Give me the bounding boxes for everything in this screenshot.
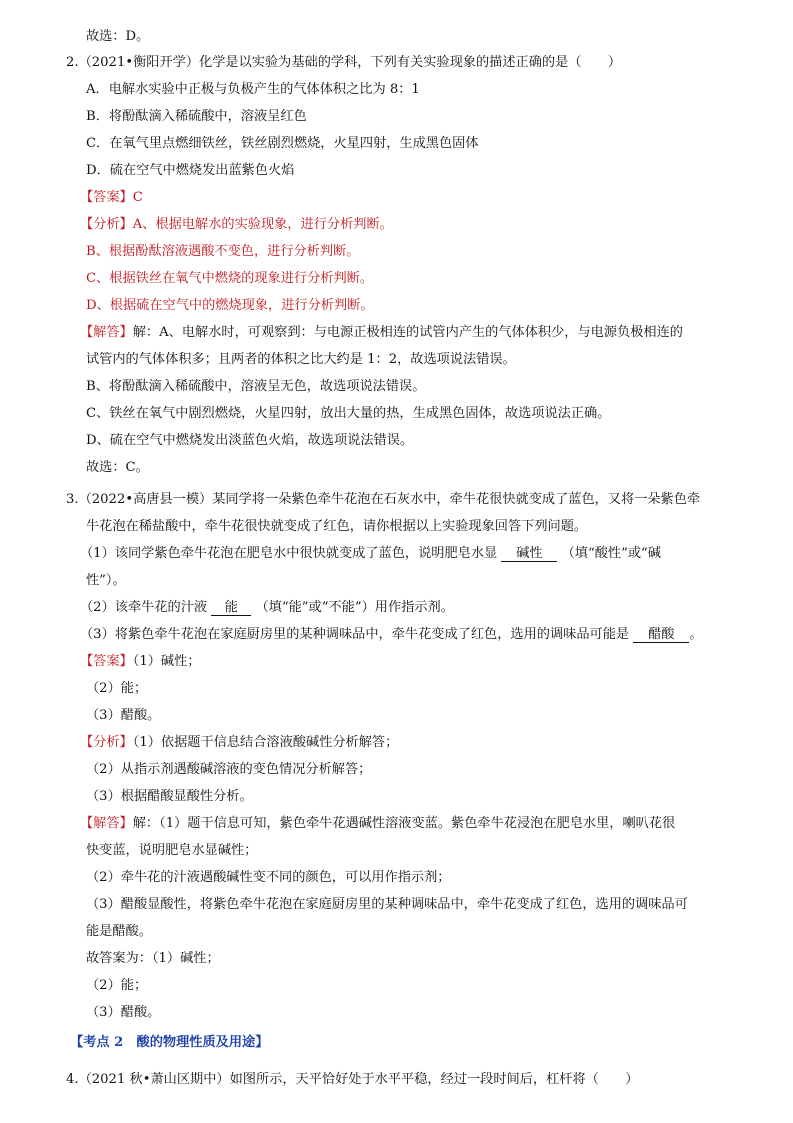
question-3-stem-2: 牛花泡在稀盐酸中，牵牛花很快就变成了红色，请你根据以上实验现象回答下列问题。	[86, 519, 588, 534]
analysis-text: （1）依据题干信息结合溶液酸碱性分析解答；	[132, 735, 399, 750]
answer-tag: 【答案】	[80, 654, 133, 669]
key-point-heading: 【考点 2 酸的物理性质及用途】	[70, 1035, 269, 1050]
sub-3-blank: 醋酸	[633, 627, 689, 643]
question-2-solution-6: 故选：C。	[86, 460, 149, 475]
question-3-solution-5: 能是醋酸。	[86, 924, 152, 939]
question-3-answer-1	[80, 653, 200, 671]
question-2-analysis-c: C、根据铁丝在氧气中燃烧的现象进行分析判断。	[86, 271, 374, 286]
question-3-solution-2: 快变蓝，说明肥皂水显碱性；	[86, 843, 258, 858]
solution-text: 解：A、电解水时，可观察到：与电源正极相连的试管内产生的气体体积少，与电源负极相连的	[132, 325, 683, 340]
sub-1-prefix: （1）该同学紫色牵牛花泡在肥皂水中很快就变成了蓝色，说明肥皂水显	[80, 546, 498, 561]
question-2-stem: 2.（2021•衡阳开学）化学是以实验为基础的学科，下列有关实验现象的描述正确的是（ ）	[66, 55, 622, 70]
question-2-solution-3: B、将酚酞滴入稀硫酸中，溶液呈无色，故选项说法错误。	[86, 379, 426, 394]
question-2-solution-5: D、硫在空气中燃烧发出淡蓝色火焰，故选项说法错误。	[86, 433, 414, 448]
analysis-tag: 【分析】	[80, 217, 133, 232]
question-3-solution-8: （3）醋酸。	[86, 1005, 161, 1020]
question-3-sub-1-cont: 性”）。	[86, 573, 126, 588]
question-3-sub-3	[80, 626, 702, 644]
question-3-sub-1	[80, 545, 661, 563]
sub-3-prefix: （3）将紫色牵牛花泡在家庭厨房里的某种调味品中，牵牛花变成了红色，选用的调味品可能是	[80, 627, 630, 642]
answer-text: （1）碱性；	[132, 654, 201, 669]
question-2-option-b: B．将酚酞滴入稀硫酸中，溶液呈红色	[86, 109, 307, 124]
sub-2-prefix: （2）该牵牛花的汁液	[80, 600, 208, 615]
question-3-analysis-2: （2）从指示剂遇酸碱溶液的变色情况分析解答；	[86, 762, 372, 777]
solution-tag: 【解答】	[80, 816, 133, 831]
question-3-solution-4: （3）醋酸显酸性，将紫色牵牛花泡在家庭厨房里的某种调味品中，牵牛花变成了红色，选用的调味品可	[86, 897, 688, 912]
solution-text: 解：（1）题干信息可知，紫色牵牛花遇碱性溶液变蓝。紫色牵牛花浸泡在肥皂水里，喇叭花很	[132, 816, 676, 831]
question-2-solution-1	[80, 324, 683, 342]
question-3-solution-7: （2）能；	[86, 978, 148, 993]
question-3-stem-1: 3.（2022•高唐县一模）某同学将一朵紫色牵牛花泡在石灰水中，牵牛花很快就变成了蓝色，又将一朵紫色牵	[66, 492, 701, 507]
sub-1-blank: 碱性	[501, 546, 557, 562]
solution-tag: 【解答】	[80, 325, 133, 340]
sub-2-suffix: （填“能”或“不能”）用作指示剂。	[255, 600, 454, 615]
question-2-answer	[80, 189, 143, 207]
sub-3-suffix: 。	[689, 627, 703, 642]
question-2-solution-4: C、铁丝在氧气中剧烈燃烧，火星四射，放出大量的热，生成黑色固体，故选项说法正确。	[86, 406, 611, 421]
question-2-analysis-b: B、根据酚酞溶液遇酸不变色，进行分析判断。	[86, 244, 360, 259]
question-3-analysis-1	[80, 734, 398, 752]
question-2-analysis-d: D、根据硫在空气中的燃烧现象，进行分析判断。	[86, 298, 374, 313]
question-3-answer-2: （2）能；	[86, 681, 148, 696]
question-3-analysis-3: （3）根据醋酸显酸性分析。	[86, 789, 253, 804]
question-3-sub-2	[80, 599, 454, 617]
question-3-answer-3: （3）醋酸。	[86, 708, 161, 723]
answer-value: C	[132, 190, 143, 205]
analysis-text: A、根据电解水的实验现象，进行分析判断。	[132, 217, 393, 232]
analysis-tag: 【分析】	[80, 735, 133, 750]
sub-1-suffix: （填“酸性”或“碱	[561, 546, 661, 561]
question-4-stem: 4.（2021 秋•萧山区期中）如图所示，天平恰好处于水平平稳，经过一段时间后，杠杆将（ ）	[66, 1072, 639, 1087]
question-3-solution-3: （2）牵牛花的汁液遇酸碱性变不同的颜色，可以用作指示剂；	[86, 870, 451, 885]
question-2-option-d: D．硫在空气中燃烧发出蓝紫色火焰	[86, 163, 295, 178]
sub-2-blank: 能	[211, 600, 251, 616]
answer-tag: 【答案】	[80, 190, 133, 205]
question-2-solution-2: 试管内的气体体积多；且两者的体积之比大约是 1：2，故选项说法错误。	[86, 352, 516, 367]
prev-answer-line: 故选：D。	[86, 29, 150, 44]
question-2-option-a: A．电解水实验中正极与负极产生的气体体积之比为 8：1	[86, 82, 420, 97]
question-3-solution-6: 故答案为：（1）碱性；	[86, 951, 220, 966]
question-2-option-c: C．在氧气里点燃细铁丝，铁丝剧烈燃烧，火星四射，生成黑色固体	[86, 136, 479, 151]
question-2-analysis-a	[80, 216, 393, 234]
question-3-solution-1	[80, 815, 675, 833]
